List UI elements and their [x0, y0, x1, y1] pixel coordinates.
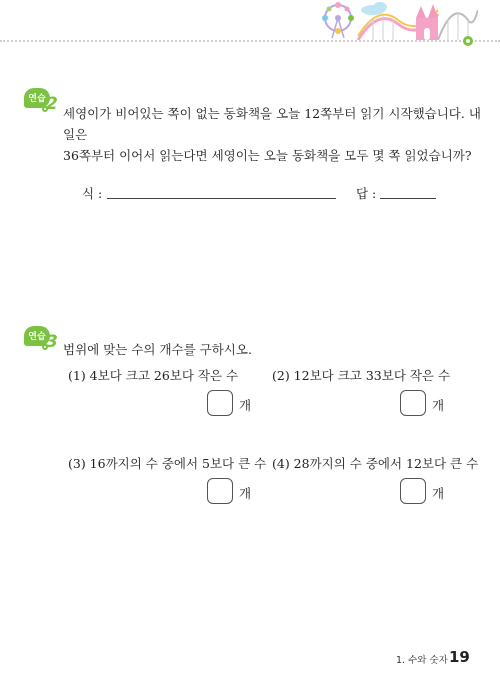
amusement-park-icon: [318, 0, 478, 40]
item3-text: (3) 16까지의 수 중에서 5보다 큰 수: [68, 456, 267, 471]
item1-text: (1) 4보다 크고 26보다 작은 수: [68, 368, 239, 383]
problem2-line2: 36쪽부터 이어서 읽는다면 세영이는 오늘 동화책을 모두 몇 쪽 읽었습니까?: [63, 148, 472, 163]
item2-unit: 개: [432, 398, 445, 413]
item1-unit: 개: [239, 398, 252, 413]
item4-unit: 개: [432, 486, 445, 501]
expression-answer-line[interactable]: [107, 198, 336, 199]
item2-answer-box[interactable]: [400, 390, 426, 416]
item4-text: (4) 28까지의 수 중에서 12보다 큰 수: [272, 456, 479, 471]
practice-badge-2: 연습 2: [24, 88, 64, 118]
leaf-badge-icon: 연습: [24, 88, 50, 108]
item3-answer-box[interactable]: [207, 478, 233, 504]
problem2-question: [63, 103, 483, 166]
footer-chapter: 1. 수와 숫자: [396, 655, 448, 666]
answer-label: 답 :: [356, 186, 377, 201]
page-number: 19: [449, 648, 470, 666]
expression-label: 식 :: [82, 186, 103, 201]
header-green-circle-icon: [463, 36, 473, 46]
problem2-line1: 세영이가 비어있는 쪽이 없는 동화책을 오늘 12쪽부터 읽기 시작했습니다. 내일은: [63, 106, 481, 142]
practice-badge-3: 연습 3: [24, 326, 64, 356]
item3-unit: 개: [239, 486, 252, 501]
header-dotted-divider: [0, 40, 500, 42]
answer-line[interactable]: [380, 198, 436, 199]
problem3-question: 범위에 맞는 수의 개수를 구하시오.: [63, 342, 252, 357]
item2-text: (2) 12보다 크고 33보다 작은 수: [272, 368, 451, 383]
leaf-badge-icon: 연습: [24, 326, 50, 346]
item4-answer-box[interactable]: [400, 478, 426, 504]
item1-answer-box[interactable]: [207, 390, 233, 416]
